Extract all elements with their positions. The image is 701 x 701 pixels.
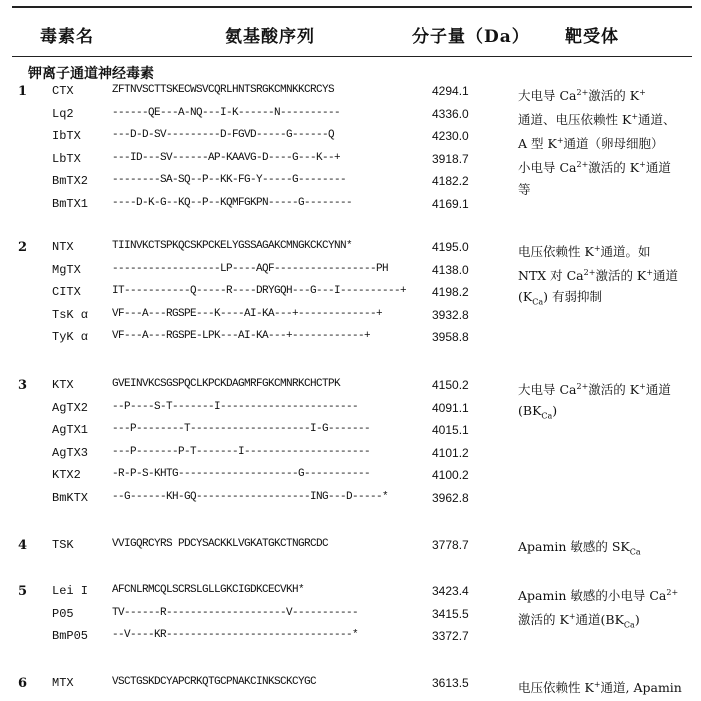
superscript: + — [646, 268, 653, 278]
target-line — [518, 286, 696, 313]
target-text: 小电导 Ca — [518, 160, 577, 176]
molecular-weight: 3962.8 — [432, 490, 469, 505]
amino-acid-sequence: --G------KH-GQ-------------------ING---D-----* — [112, 490, 389, 503]
amino-acid-sequence: TV------R--------------------V----------- — [112, 606, 359, 619]
target-text: 激活的 K — [588, 382, 640, 398]
molecular-weight: 4198.2 — [432, 285, 469, 299]
amino-acid-sequence: --V----KR-------------------------------* — [112, 629, 359, 641]
superscript: + — [639, 88, 646, 97]
group-number: 2 — [18, 240, 28, 255]
amino-acid-sequence: ---ID---SV------AP-KAAVG-D----G---K--+ — [112, 151, 341, 164]
target-text: 等 — [518, 181, 531, 197]
header-target: 靶受体 — [565, 27, 619, 47]
subscript: Ca — [629, 547, 641, 557]
toxin-name: LbTX — [52, 151, 81, 166]
target-line — [518, 82, 696, 106]
target-text: 电压依赖性 K — [518, 244, 594, 260]
amino-acid-sequence: ---P-------P-T-------I--------------------- — [112, 445, 371, 458]
molecular-weight: 3918.7 — [432, 151, 469, 166]
target-text: 通道。如 — [600, 244, 651, 260]
molecular-weight: 3372.7 — [432, 629, 469, 643]
target-text: Apamin 敏感的 SK — [518, 539, 630, 554]
superscript: + — [593, 244, 601, 253]
molecular-weight: 3958.8 — [432, 330, 469, 344]
target-text: 大电导 Ca — [518, 88, 577, 104]
target-receptor — [518, 238, 696, 313]
molecular-weight: 4336.0 — [432, 106, 469, 121]
target-text: 电压依赖性 K — [518, 680, 594, 696]
subscript: Ca — [532, 297, 544, 307]
molecular-weight: 4091.1 — [432, 400, 469, 415]
superscript: + — [631, 112, 639, 122]
target-line — [518, 674, 696, 698]
amino-acid-sequence: -R-P-S-KHTG--------------------G----------- — [112, 468, 371, 480]
toxin-name: AgTX2 — [52, 400, 89, 415]
molecular-weight: 3423.4 — [432, 584, 469, 598]
amino-acid-sequence: ---D-D-SV---------D-FGVD-----G------Q — [112, 129, 335, 141]
molecular-weight: 3778.7 — [432, 538, 469, 552]
target-text: 激活的 K — [588, 160, 640, 176]
molecular-weight: 4015.1 — [432, 423, 469, 437]
molecular-weight: 4294.1 — [432, 84, 469, 98]
group-number: 4 — [18, 538, 28, 553]
target-text: 通道 — [645, 160, 671, 176]
amino-acid-sequence: --P----S-T-------I----------------------- — [112, 400, 359, 413]
toxin-name: Lei I — [52, 584, 89, 598]
target-text: 通道, Apamin — [600, 680, 682, 696]
group-number: 5 — [18, 584, 28, 599]
table-row — [0, 446, 701, 468]
target-line — [518, 400, 696, 427]
toxin-name: Lq2 — [52, 106, 74, 121]
toxin-name: MgTX — [52, 262, 81, 277]
subscript: Ca — [623, 620, 635, 630]
section-title: 钾离子通道神经毒素 — [28, 66, 154, 82]
amino-acid-sequence: VVIGQRCYRS PDCYSACKKLVGKATGKCTNGRCDC — [112, 538, 329, 550]
toxin-name: CITX — [52, 285, 81, 299]
toxin-name: TsK α — [52, 307, 89, 322]
molecular-weight: 4182.2 — [432, 174, 469, 188]
amino-acid-sequence: ----D-K-G--KQ--P--KQMFGKPN-----G-------- — [112, 196, 353, 209]
group-number: 6 — [18, 676, 28, 691]
target-text: 大电导 Ca — [518, 382, 577, 398]
molecular-weight: 3613.5 — [432, 676, 469, 690]
toxin-name: CTX — [52, 84, 74, 98]
target-text: NTX 对 Ca — [518, 268, 584, 284]
amino-acid-sequence: GVEINVKCSGSPQCLKPCKDAGMRFGKCMNRKCHCTPK — [112, 378, 341, 390]
toxin-name: TyK α — [52, 330, 89, 344]
target-line — [518, 536, 696, 563]
superscript: 2+ — [583, 268, 596, 278]
toxin-name: TSK — [52, 538, 74, 552]
amino-acid-sequence: VF---A---RGSPE-LPK---AI-KA---+------------+ — [112, 330, 371, 342]
amino-acid-sequence: ZFTNVSCTTSKECWSVCQRLHNTSRGKCMNKKCRCYS — [112, 84, 335, 96]
target-receptor — [518, 376, 696, 427]
toxin-name: BmTX1 — [52, 196, 89, 211]
toxin-name: AgTX1 — [52, 423, 89, 437]
superscript: + — [639, 382, 646, 391]
header-rule — [12, 56, 692, 57]
toxin-name: KTX — [52, 378, 74, 392]
molecular-weight: 4195.0 — [432, 240, 469, 254]
molecular-weight: 4150.2 — [432, 378, 469, 392]
target-text: 激活的 K — [518, 612, 569, 628]
target-receptor — [518, 582, 696, 636]
group-number: 1 — [18, 84, 28, 99]
target-text: 激活的 K — [595, 268, 647, 284]
superscript: 2+ — [576, 88, 589, 97]
amino-acid-sequence: ------------------LP----AQF-----------------PH — [112, 262, 389, 275]
toxin-name: AgTX3 — [52, 445, 89, 460]
target-text: 通道（卵母细胞） — [563, 136, 664, 152]
target-line — [518, 106, 696, 130]
header-mw: 分子量（Da） — [412, 27, 530, 47]
header-sequence: 氨基酸序列 — [225, 27, 315, 47]
table-row — [0, 491, 701, 513]
superscript: + — [568, 612, 576, 622]
amino-acid-sequence: IT-----------Q-----R----DRYGQH---G---I----------+ — [112, 285, 407, 297]
target-text: (K — [518, 289, 533, 305]
toxin-name: BmP05 — [52, 629, 89, 643]
target-line — [518, 376, 696, 400]
target-receptor — [518, 82, 696, 200]
superscript: + — [639, 160, 646, 170]
target-text: ) — [634, 612, 640, 628]
target-text: A 型 K — [518, 136, 557, 152]
toxin-name: NTX — [52, 240, 74, 254]
superscript: + — [593, 680, 601, 689]
target-text: 通道、电压依赖性 K — [518, 112, 632, 128]
target-line — [518, 606, 696, 636]
target-line — [518, 238, 696, 262]
molecular-weight: 4138.0 — [432, 262, 469, 277]
target-text: Apamin 敏感的小电导 Ca — [518, 588, 667, 604]
toxin-name: KTX2 — [52, 468, 81, 482]
subscript: Ca — [541, 411, 553, 421]
target-receptor — [518, 674, 696, 698]
amino-acid-sequence: TIINVKCTSPKQCSKPCKELYGSSAGAKCMNGKCKCYNN* — [112, 240, 353, 252]
top-rule — [12, 6, 692, 8]
amino-acid-sequence: --------SA-SQ--P--KK-FG-Y-----G-------- — [112, 174, 347, 186]
toxin-name: BmTX2 — [52, 174, 89, 188]
target-text: ) 有弱抑制 — [543, 289, 602, 305]
amino-acid-sequence: ---P--------T--------------------I-G------- — [112, 423, 371, 435]
table-row — [0, 330, 701, 352]
target-line — [518, 262, 696, 286]
target-line — [518, 130, 696, 154]
molecular-weight: 3932.8 — [432, 307, 469, 322]
superscript: 2+ — [576, 160, 589, 170]
molecular-weight: 4169.1 — [432, 196, 469, 211]
target-text: ) — [552, 403, 558, 419]
target-line — [518, 582, 696, 606]
target-text: 激活的 K — [588, 88, 640, 104]
table-row — [0, 197, 701, 219]
amino-acid-sequence: ------QE---A-NQ---I-K------N---------- — [112, 106, 341, 119]
amino-acid-sequence: AFCNLRMCQLSCRSLGLLGKCIGDKCECVKH* — [112, 584, 305, 596]
amino-acid-sequence: VF---A---RGSPE---K----AI-KA---+-------------+ — [112, 307, 383, 320]
target-receptor — [518, 536, 696, 563]
header-name: 毒素名 — [40, 27, 94, 47]
target-text: 通道、 — [638, 112, 676, 128]
toxin-name: IbTX — [52, 129, 81, 143]
superscript: 2+ — [666, 588, 679, 597]
molecular-weight: 3415.5 — [432, 606, 469, 621]
superscript: + — [556, 136, 564, 146]
molecular-weight: 4230.0 — [432, 129, 469, 143]
target-text: 通道 — [652, 268, 678, 284]
target-text: 通道 — [645, 382, 671, 398]
group-number: 3 — [18, 378, 28, 393]
toxin-name: P05 — [52, 606, 74, 621]
amino-acid-sequence: VSCTGSKDCYAPCRKQTGCPNAKCINKSCKCYGC — [112, 676, 317, 688]
table-row — [0, 468, 701, 490]
target-text: 通道(BK — [575, 612, 624, 628]
target-line — [518, 154, 696, 178]
molecular-weight: 4100.2 — [432, 468, 469, 482]
toxin-name: BmKTX — [52, 490, 89, 505]
toxin-name: MTX — [52, 676, 74, 690]
target-text: (BK — [518, 403, 542, 419]
superscript: 2+ — [576, 382, 589, 391]
molecular-weight: 4101.2 — [432, 445, 469, 460]
target-line — [518, 179, 696, 200]
